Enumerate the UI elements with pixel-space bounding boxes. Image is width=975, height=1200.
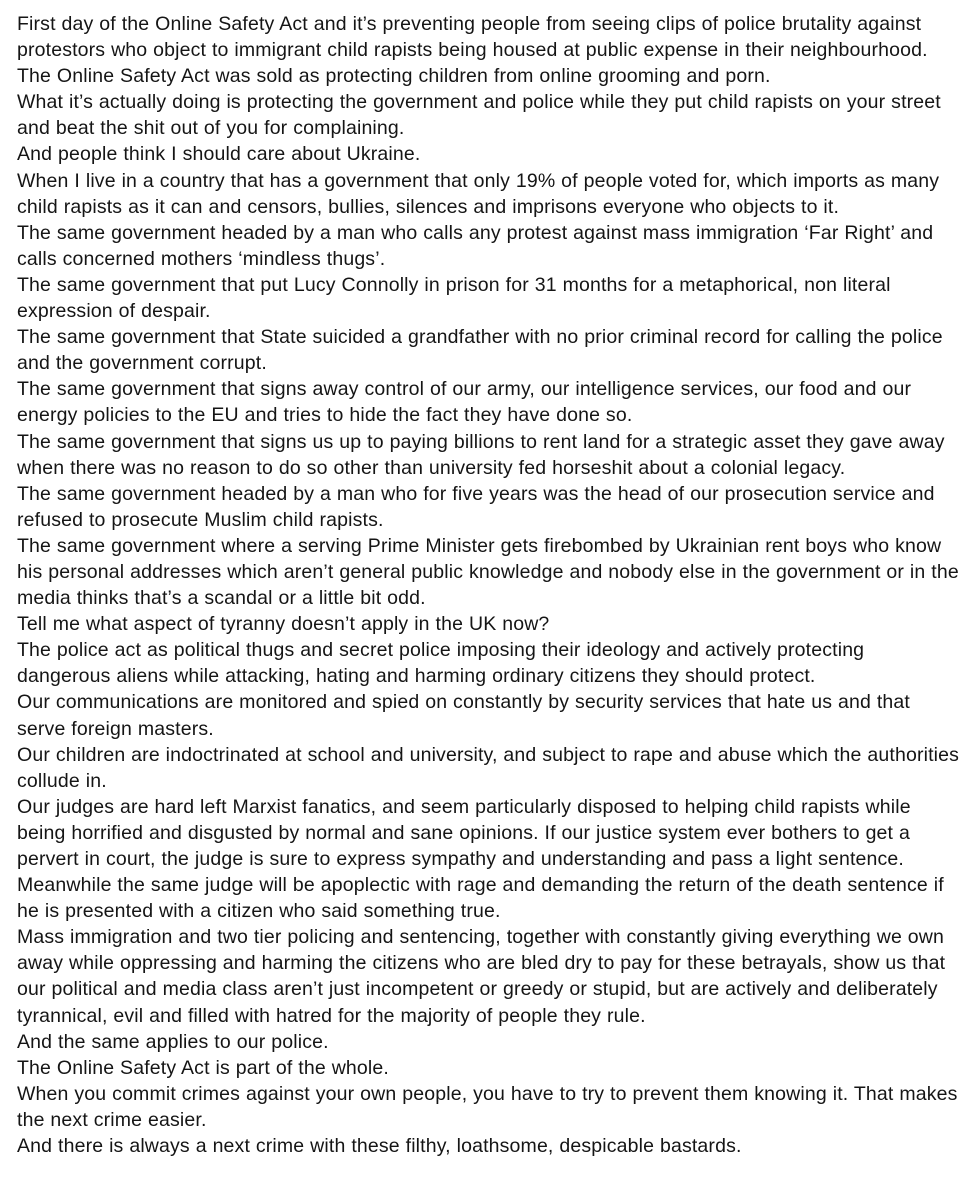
paragraph: Tell me what aspect of tyranny doesn’t apply in the UK now?	[17, 613, 550, 636]
post-body	[17, 11, 962, 1159]
paragraph: The Online Safety Act was sold as protecting children from online grooming and porn.	[17, 65, 771, 88]
paragraph: The same government where a serving Prime Minister gets firebombed by Ukrainian rent boys who know his personal addresses which aren’t general public knowledge and nobody else in the government or in the media thinks that’s a scandal or a little bit odd.	[17, 534, 959, 610]
paragraph: The same government that put Lucy Connolly in prison for 31 months for a metaphorical, non literal expression of despair.	[17, 273, 891, 323]
paragraph: The police act as political thugs and secret police imposing their ideology and actively protecting dangerous aliens while attacking, hating and harming ordinary citizens they should protect.	[17, 639, 865, 688]
paragraph: The same government headed by a man who calls any protest against mass immigration ‘Far Right’ and calls concerned mothers ‘mindless thugs’.	[17, 221, 934, 270]
paragraph: The same government that signs us up to paying billions to rent land for a strategic asset they gave away when there was no reason to do so other than university fed horseshit about a colonial legacy.	[17, 430, 945, 479]
paragraph: The same government that signs away control of our army, our intelligence services, our food and our energy policies to the EU and tries to hide the fact they have done so.	[17, 378, 912, 427]
paragraph: And the same applies to our police.	[17, 1030, 329, 1053]
paragraph: And people think I should care about Ukraine.	[17, 143, 421, 166]
paragraph: Our children are indoctrinated at school and university, and subject to rape and abuse which the authorities collude in.	[17, 743, 960, 792]
paragraph: Our communications are monitored and spied on constantly by security services that hate us and that serve foreign masters.	[17, 691, 910, 740]
paragraph: Mass immigration and two tier policing and sentencing, together with constantly giving everything we own away while oppressing and harming the citizens who are bled dry to pay for these betrayals, show us that our political and media class aren’t just incompetent or greedy or stupid, but are actively and deliberately tyrannical, evil and filled with hatred for the majority of people they rule.	[17, 926, 946, 1027]
paragraph: When you commit crimes against your own people, you have to try to prevent them knowing it. That makes the next crime easier.	[17, 1082, 958, 1131]
paragraph: What it’s actually doing is protecting the government and police while they put child rapists on your street and beat the shit out of you for complaining.	[17, 91, 941, 140]
paragraph: The Online Safety Act is part of the whole.	[17, 1056, 389, 1079]
paragraph: The same government that State suicided a grandfather with no prior criminal record for calling the police and the government corrupt.	[17, 326, 943, 375]
paragraph: First day of the Online Safety Act and it’s preventing people from seeing clips of police brutality against protestors who object to immigrant child rapists being housed at public expense in their neighbourhood.	[17, 13, 928, 62]
paragraph: The same government headed by a man who for five years was the head of our prosecution service and refused to prosecute Muslim child rapists.	[17, 482, 935, 531]
paragraph: Meanwhile the same judge will be apoplectic with rage and demanding the return of the death sentence if he is presented with a citizen who said something true.	[17, 874, 944, 923]
paragraph: Our judges are hard left Marxist fanatics, and seem particularly disposed to helping child rapists while being horrified and disgusted by normal and sane opinions. If our justice system ever bothers to get a pervert in court, the judge is sure to express sympathy and understanding and pass a light sentence.	[17, 795, 911, 870]
paragraph: When I live in a country that has a government that only 19% of people voted for, which imports as many child rapists as it can and censors, bullies, silences and imprisons everyone who objects to it.	[17, 169, 940, 218]
paragraph: And there is always a next crime with these filthy, loathsome, despicable bastards.	[17, 1135, 742, 1158]
